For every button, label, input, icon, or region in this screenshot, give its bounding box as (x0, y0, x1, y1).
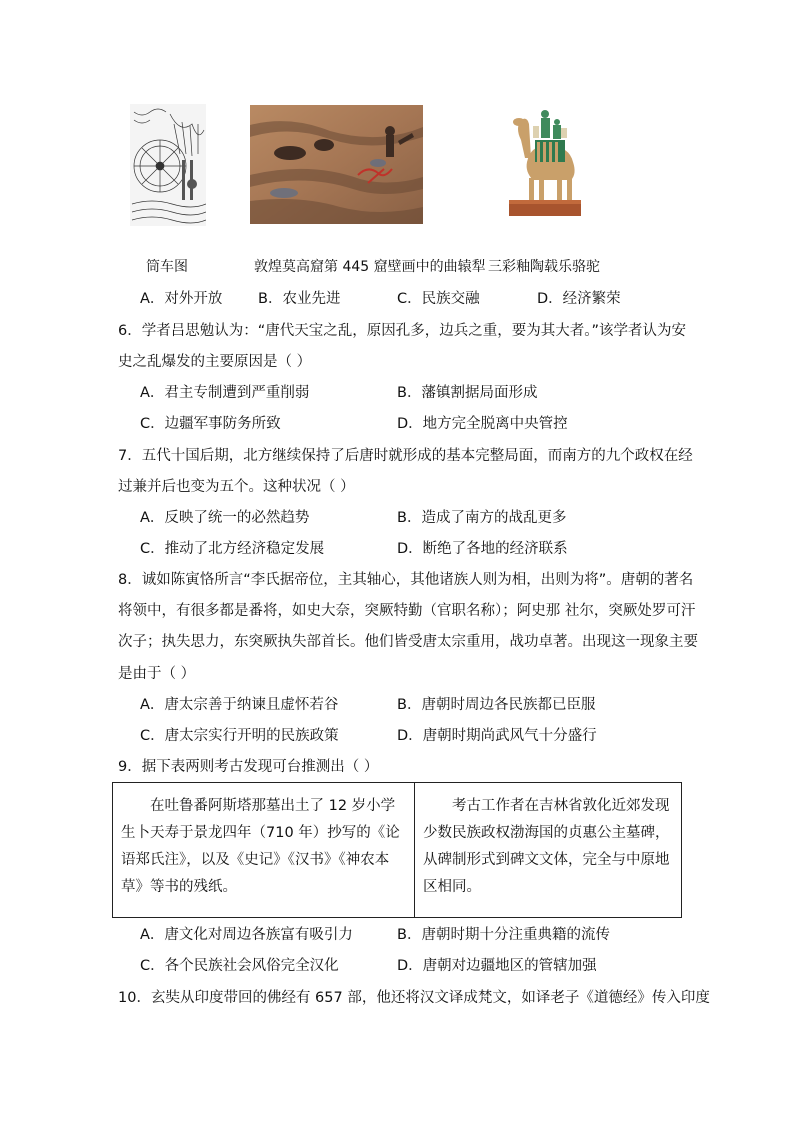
q9-option-d: D．唐朝对边疆地区的管辖加强 (397, 958, 597, 974)
q9-option-c: C．各个民族社会风俗完全汉化 (140, 958, 339, 974)
caption-sancai-camel: 三彩釉陶载乐骆驼 (488, 259, 600, 275)
q7-option-d: D．断绝了各地的经济联系 (397, 541, 568, 557)
q6-option-a: A．君主专制遭到严重削弱 (140, 385, 310, 401)
q9-evidence-table (112, 782, 682, 918)
q7-stem-line-1: 7．五代十国后期，北方继续保持了后唐时就形成的基本完整局面，而南方的九个政权在经 (118, 448, 693, 464)
q8-stem-line-1: 8．诚如陈寅恪所言“李氏据帝位，主其轴心，其他诸族人则为相，出则为将”。唐朝的著名 (118, 572, 694, 588)
q7-option-a: A．反映了统一的必然趋势 (140, 510, 310, 526)
q9-right-cell (415, 783, 682, 918)
sancai-camel-image (505, 100, 585, 220)
q6-option-c: C．边疆军事防务所致 (140, 416, 281, 432)
q9-option-b: B．唐朝时期十分注重典籍的流传 (397, 927, 610, 943)
q8-stem-line-4: 是由于（ ） (118, 666, 196, 682)
q10-stem-line-1: 10．玄奘从印度带回的佛经有 657 部，他还将汉文译成梵文，如译老子《道德经》传入印度 (118, 990, 710, 1006)
q6-option-d: D．地方完全脱离中央管控 (397, 416, 568, 432)
caption-mural-plough: 敦煌莫高窟第 445 窟壁画中的曲辕犁 (254, 259, 486, 275)
q7-option-c: C．推动了北方经济稳定发展 (140, 541, 325, 557)
q8-stem-line-3: 次子；执失思力，东突厥执失部首长。他们皆受唐太宗重用，战功卓著。出现这一现象主要 (118, 634, 698, 650)
q9-stem-line-1: 9．据下表两则考古发现可台推测出（ ） (118, 759, 379, 775)
q6-option-b: B．藩镇割据局面形成 (397, 385, 538, 401)
q9-right-cell-text: 考古工作者在吉林省敦化近郊发现少数民族政权渤海国的贞惠公主墓碑，从碑制形式到碑文文体，完全与中原地区相同。 (423, 798, 670, 895)
q7-stem-line-2: 过兼并后也变为五个。这种状况（ ） (118, 479, 355, 495)
q8-stem-line-2: 将领中，有很多都是番将，如史大奈，突厥特勤（官职名称）；阿史那 社尔，突厥处罗可汗 (118, 603, 696, 619)
q8-option-b: B．唐朝时周边各民族都已臣服 (397, 697, 596, 713)
q5-option-c: C．民族交融 (397, 291, 480, 307)
caption-waterwheel: 筒车图 (146, 259, 188, 275)
q9-left-cell (113, 783, 415, 918)
q9-option-a: A．唐文化对周边各族富有吸引力 (140, 927, 353, 943)
q5-option-a: A．对外开放 (140, 291, 223, 307)
q6-stem-line-1: 6．学者吕思勉认为：“唐代天宝之乱，原因孔多，边兵之重，要为其大者。”该学者认为安 (118, 323, 686, 339)
q5-option-b: B．农业先进 (258, 291, 341, 307)
q6-stem-line-2: 史之乱爆发的主要原因是（ ） (118, 354, 312, 370)
q7-option-b: B．造成了南方的战乱更多 (397, 510, 567, 526)
q8-option-d: D．唐朝时期尚武风气十分盛行 (397, 728, 597, 744)
q9-left-cell-text: 在吐鲁番阿斯塔那墓出土了 12 岁小学生卜天寿于景龙四年（710 年）抄写的《论语郑氏注》，以及《史记》《汉书》《神农本草》等书的残纸。 (121, 798, 400, 895)
waterwheel-image (130, 104, 206, 226)
q8-option-c: C．唐太宗实行开明的民族政策 (140, 728, 339, 744)
q8-option-a: A．唐太宗善于纳谏且虚怀若谷 (140, 697, 339, 713)
mural-plough-image (250, 105, 423, 224)
q5-option-d: D．经济繁荣 (537, 291, 621, 307)
